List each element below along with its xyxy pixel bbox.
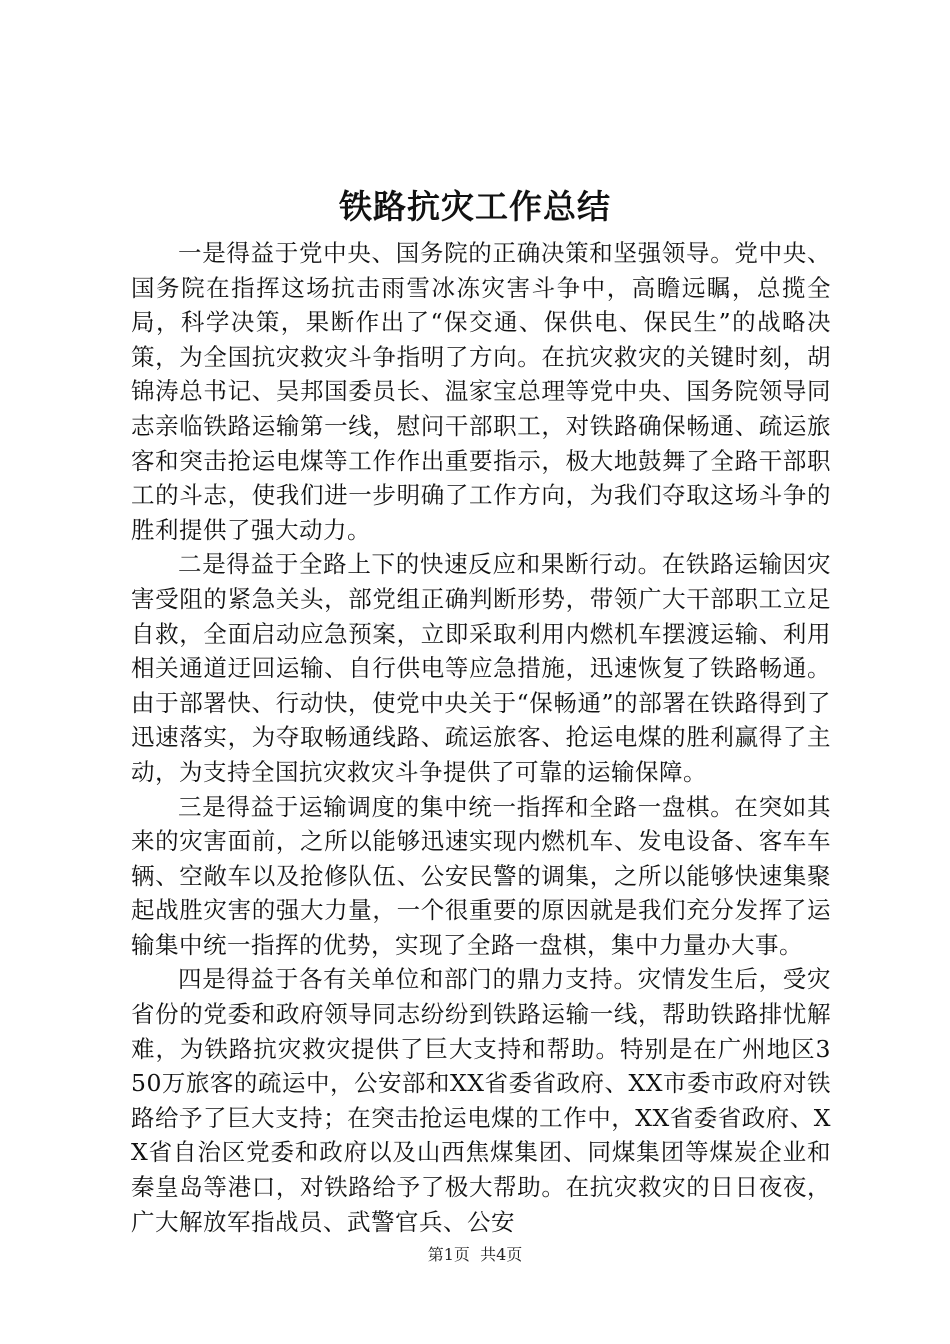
paragraph-1: 一是得益于党中央、国务院的正确决策和坚强领导。党中央、国务院在指挥这场抗击雨雪冰冻灾害斗争中，高瞻远瞩，总揽全局，科学决策，果断作出了“保交通、保供电、保民生”的战略决策，为全国抗灾救灾斗争指明了方向。在抗灾救灾的关键时刻，胡锦涛总书记、吴邦国委员长、温家宝总理等党中央、国务院领导同志亲临铁路运输第一线，慰问干部职工，对铁路确保畅通、疏运旅客和突击抢运电煤等工作作出重要指示，极大地鼓舞了全路干部职工的斗志，使我们进一步明确了工作方向，为我们夺取这场斗争的胜利提供了强大动力。 (131, 239, 831, 544)
document-title: 铁路抗灾工作总结 (339, 187, 611, 226)
page-number: 第1页 共4页 (427, 1245, 523, 1264)
document-body (131, 236, 831, 1239)
paragraph-2: 二是得益于全路上下的快速反应和果断行动。在铁路运输因灾害受阻的紧急关头，部党组正确判断形势，带领广大干部职工立足自救，全面启动应急预案，立即采取利用内燃机车摆渡运输、利用相关通道迂回运输、自行供电等应急措施，迅速恢复了铁路畅通。由于部署快、行动快，使党中央关于“保畅通”的部署在铁路得到了迅速落实，为夺取畅通线路、疏运旅客、抢运电煤的胜利赢得了主动，为支持全国抗灾救灾斗争提供了可靠的运输保障。 (131, 550, 831, 786)
page-footer (0, 1244, 950, 1266)
paragraph-3: 三是得益于运输调度的集中统一指挥和全路一盘棋。在突如其来的灾害面前，之所以能够迅速实现内燃机车、发电设备、客车车辆、空敞车以及抢修队伍、公安民警的调集，之所以能够快速集聚起战胜灾害的强大力量，一个很重要的原因就是我们充分发挥了运输集中统一指挥的优势，实现了全路一盘棋，集中力量办大事。 (131, 792, 831, 959)
paragraph-4: 四是得益于各有关单位和部门的鼎力支持。灾情发生后，受灾省份的党委和政府领导同志纷纷到铁路运输一线，帮助铁路排忧解难，为铁路抗灾救灾提供了巨大支持和帮助。特别是在广州地区350万旅客的疏运中，公安部和XX省委省政府、XX市委市政府对铁路给予了巨大支持；在突击抢运电煤的工作中，XX省委省政府、XX省自治区党委和政府以及山西焦煤集团、同煤集团等煤炭企业和秦皇岛等港口，对铁路给予了极大帮助。在抗灾救灾的日日夜夜，广大解放军指战员、武警官兵、公安 (131, 965, 831, 1236)
